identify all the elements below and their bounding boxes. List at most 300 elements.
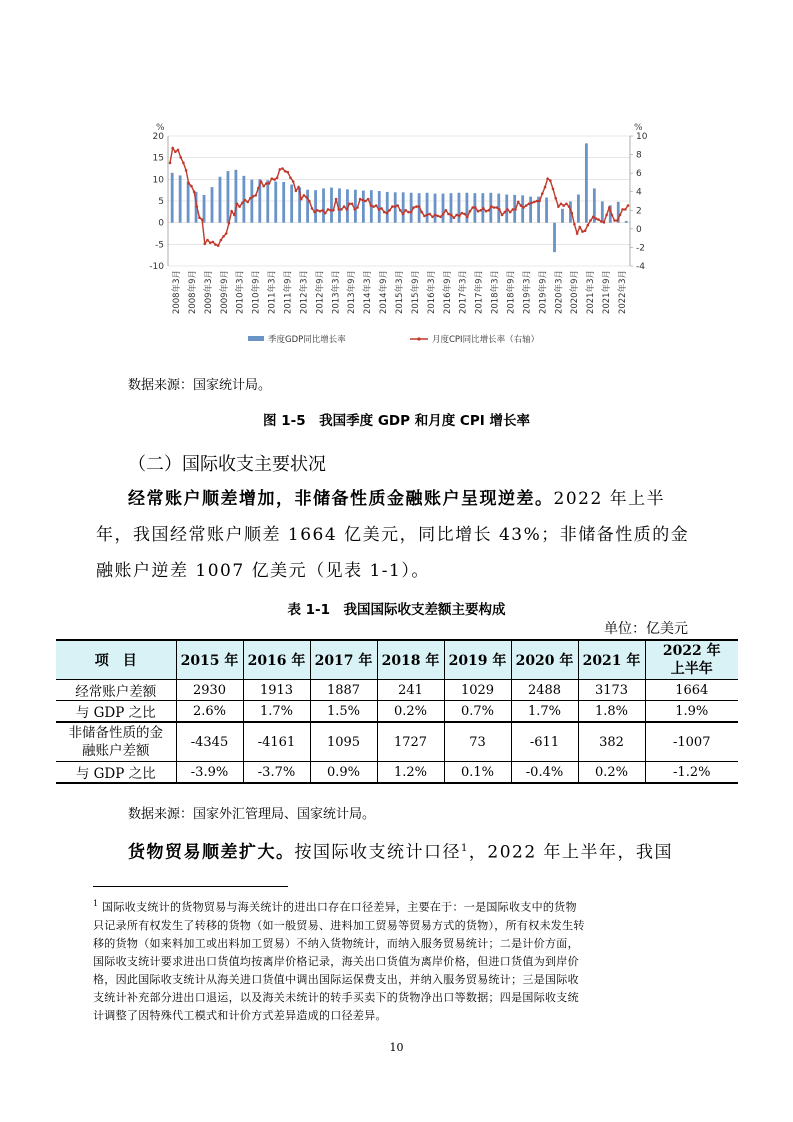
cpi-point	[592, 216, 595, 219]
row-label-line2: 融账户差额	[82, 743, 150, 759]
gdp-bar	[450, 193, 453, 222]
x-tick-label: 2022年3月	[618, 270, 628, 315]
cpi-point	[613, 219, 616, 222]
gdp-bar	[219, 177, 222, 223]
header-2022h1-line2: 上半年	[670, 661, 713, 677]
cpi-point	[214, 243, 217, 246]
table-cell: 1029	[444, 680, 511, 701]
gdp-bar	[274, 182, 277, 223]
paragraph-2-lead: 货物贸易顺差扩大。	[128, 842, 295, 863]
header-2019: 2019 年	[444, 640, 511, 680]
x-tick-label: 2019年9月	[538, 270, 549, 315]
cpi-point	[249, 197, 252, 200]
cpi-point	[233, 214, 236, 217]
table-cell: 1887	[310, 680, 377, 701]
cpi-point	[461, 212, 464, 215]
cpi-point	[477, 210, 480, 213]
footnote-number: 1	[93, 899, 99, 908]
cpi-point	[316, 209, 319, 212]
cpi-point	[230, 210, 233, 213]
gdp-bar	[171, 173, 174, 223]
footnote	[93, 895, 713, 1025]
table-cell: 3173	[578, 680, 645, 701]
table-cell: -0.4%	[511, 762, 578, 784]
cpi-point	[458, 215, 461, 218]
cpi-point	[292, 180, 295, 183]
gdp-bar	[290, 185, 293, 223]
header-2018: 2018 年	[377, 640, 444, 680]
cpi-point	[193, 190, 196, 193]
cpi-point	[554, 197, 557, 200]
table-cell: 1.2%	[377, 762, 444, 784]
cpi-point	[225, 232, 228, 235]
cpi-point	[335, 198, 338, 201]
cpi-point	[241, 202, 244, 205]
cpi-point	[431, 216, 434, 219]
cpi-point	[257, 187, 260, 190]
gdp-bar	[545, 198, 548, 223]
table-cell: 0.7%	[444, 701, 511, 723]
cpi-point	[597, 218, 600, 221]
cpi-point	[565, 203, 568, 206]
gdp-bar	[378, 191, 381, 223]
cpi-point	[514, 208, 517, 211]
table-source: 数据来源：国家外汇管理局、国家统计局。	[128, 807, 376, 822]
cpi-point	[372, 205, 375, 208]
x-tick-label: 2015年9月	[410, 270, 421, 315]
gdp-bar	[402, 192, 405, 222]
table-cell: -1.2%	[645, 762, 738, 784]
cpi-point	[246, 201, 249, 204]
gdp-bar	[282, 182, 285, 223]
cpi-point	[222, 235, 225, 238]
cpi-point	[220, 239, 223, 242]
table-cell: 2488	[511, 680, 578, 701]
cpi-point	[455, 214, 458, 217]
cpi-point	[415, 205, 418, 208]
cpi-point	[487, 209, 490, 212]
x-tick-label: 2010年3月	[235, 270, 246, 315]
right-tick-label: 10	[636, 132, 648, 142]
cpi-point	[469, 210, 472, 213]
x-tick-label: 2021年9月	[602, 270, 613, 315]
cpi-point	[187, 182, 190, 185]
cpi-point	[581, 230, 584, 233]
cpi-point	[504, 211, 507, 214]
cpi-point	[300, 198, 303, 201]
x-tick-label: 2014年3月	[363, 270, 374, 315]
cpi-point	[573, 223, 576, 226]
gdp-bar	[577, 195, 580, 223]
gdp-bar	[529, 197, 532, 223]
cpi-point	[262, 185, 265, 188]
table-cell: 1095	[310, 722, 377, 762]
table-cell: 0.1%	[444, 762, 511, 784]
gdp-bar	[585, 143, 588, 222]
cpi-point	[429, 213, 432, 216]
cpi-point	[305, 196, 308, 199]
footnote-line-2: 只记录所有权发生了转移的货物（如一般贸易、进料加工贸易等贸易方式的货物），所有权未发生转	[93, 918, 585, 932]
cpi-point	[603, 221, 606, 224]
right-tick-label: 6	[636, 169, 642, 180]
cpi-point	[281, 167, 284, 170]
x-tick-label: 2017年9月	[474, 270, 485, 315]
cpi-point	[571, 212, 574, 215]
table-cell: -4161	[243, 722, 310, 762]
gdp-bar	[410, 193, 413, 223]
cpi-point	[533, 201, 536, 204]
gdp-bar	[250, 180, 253, 223]
table-cell: 73	[444, 722, 511, 762]
table-cell: 1.7%	[243, 701, 310, 723]
cpi-point	[426, 214, 429, 217]
cpi-point	[254, 194, 257, 197]
cpi-point	[268, 182, 271, 185]
cpi-point	[346, 208, 349, 211]
cpi-point	[536, 200, 539, 203]
cpi-point	[171, 147, 174, 150]
gdp-bar	[466, 193, 469, 223]
cpi-point	[260, 180, 263, 183]
cpi-point	[204, 242, 207, 245]
cpi-point	[308, 200, 311, 203]
cpi-point	[562, 204, 565, 207]
gdp-bar	[521, 195, 524, 222]
x-tick-label: 2011年9月	[283, 270, 294, 315]
cpi-point	[600, 220, 603, 223]
cpi-point	[616, 219, 619, 222]
cpi-point	[485, 210, 488, 213]
cpi-point	[522, 206, 525, 209]
cpi-point	[273, 178, 276, 181]
table-cell: 2930	[176, 680, 243, 701]
paragraph-1-line-3: 融账户逆差 1007 亿美元（见表 1-1）。	[96, 561, 430, 581]
gdp-bar	[187, 182, 190, 223]
x-tick-label: 2014年9月	[379, 270, 390, 315]
cpi-point	[271, 177, 274, 180]
cpi-point	[552, 188, 555, 191]
cpi-point	[343, 205, 346, 208]
table-cell: 1.9%	[645, 701, 738, 723]
x-tick-label: 2016年3月	[426, 270, 437, 315]
table-cell: -1007	[645, 722, 738, 762]
table-cell: 241	[377, 680, 444, 701]
cpi-point	[611, 214, 614, 217]
paragraph-1-text: 2022 年上半	[553, 489, 666, 509]
row-label: 经常账户差额	[56, 680, 176, 701]
cpi-point	[354, 208, 357, 211]
table-cell: 0.9%	[310, 762, 377, 784]
cpi-point	[287, 171, 290, 174]
cpi-point	[501, 214, 504, 217]
cpi-point	[238, 205, 241, 208]
gdp-bar	[354, 190, 357, 223]
cpi-point	[445, 209, 448, 212]
cpi-point	[311, 207, 314, 210]
cpi-point	[370, 204, 373, 207]
cpi-point	[356, 206, 359, 209]
cpi-point	[295, 190, 298, 193]
cpi-point	[351, 203, 354, 206]
cpi-point	[410, 211, 413, 214]
section-title: （二）国际收支主要状况	[128, 454, 326, 475]
cpi-point	[498, 208, 501, 211]
gdp-bar	[442, 194, 445, 223]
cpi-point	[482, 207, 485, 210]
x-tick-label: 2016年9月	[442, 270, 453, 315]
left-axis-unit: %	[156, 123, 165, 133]
row-label: 与 GDP 之比	[56, 701, 176, 723]
table-cell: 0.2%	[578, 762, 645, 784]
cpi-point	[209, 242, 212, 245]
cpi-line	[170, 148, 628, 246]
cpi-point	[375, 204, 378, 207]
cpi-point	[595, 217, 598, 220]
left-tick-label: 20	[152, 132, 164, 142]
header-item: 项 目	[56, 640, 176, 680]
cpi-point	[479, 209, 482, 212]
cpi-point	[421, 211, 424, 214]
footnote-line-6: 支统计补充部分进出口退运，以及海关未统计的转手买卖下的货物净出口等数据；四是国际收支统	[93, 990, 579, 1004]
cpi-point	[206, 239, 209, 242]
gdp-bar	[322, 188, 325, 222]
x-tick-label: 2009年9月	[219, 270, 230, 315]
cpi-point	[560, 203, 563, 206]
cpi-point	[252, 195, 255, 198]
header-2022h1-line1: 2022 年	[662, 643, 721, 659]
footnote-text-1: 国际收支统计的货物贸易与海关统计的进出口存在口径差异，主要在于：一是国际收支中的货物	[98, 900, 577, 914]
footnote-line-7: 计调整了因特殊代工模式和计价方式差异造成的口径差异。	[93, 1008, 387, 1022]
bop-table	[56, 639, 738, 784]
gdp-bar	[203, 195, 206, 223]
cpi-point	[450, 214, 453, 217]
cpi-point	[378, 208, 381, 211]
table-cell: 1.8%	[578, 701, 645, 723]
cpi-point	[348, 203, 351, 206]
cpi-point	[506, 208, 509, 211]
right-tick-label: -2	[636, 243, 645, 254]
cpi-point	[276, 177, 279, 180]
cpi-point	[196, 205, 199, 208]
cpi-point	[332, 209, 335, 212]
legend-cpi-marker	[417, 337, 420, 340]
table-cell: 2.6%	[176, 701, 243, 723]
legend-gdp-label: 季度GDP同比增长率	[268, 335, 346, 345]
cpi-point	[619, 214, 622, 217]
cpi-point	[579, 226, 582, 229]
cpi-point	[407, 211, 410, 214]
legend-cpi-label: 月度CPI同比增长率（右轴）	[432, 335, 540, 345]
cpi-point	[284, 170, 287, 173]
header-2021: 2021 年	[578, 640, 645, 680]
x-tick-label: 2020年9月	[570, 270, 581, 315]
cpi-point	[608, 206, 611, 209]
x-tick-label: 2012年9月	[315, 270, 326, 315]
table-row	[56, 762, 738, 784]
header-2022h1	[645, 640, 738, 680]
x-tick-label: 2013年3月	[331, 270, 342, 315]
cpi-point	[568, 205, 571, 208]
table-cell: -611	[511, 722, 578, 762]
cpi-point	[463, 213, 466, 216]
right-tick-label: 4	[636, 187, 642, 198]
cpi-point	[297, 186, 300, 189]
cpi-point	[279, 168, 282, 171]
right-tick-label: 8	[636, 150, 642, 161]
table-row	[56, 701, 738, 723]
row-label: 与 GDP 之比	[56, 762, 176, 784]
cpi-point	[396, 204, 399, 207]
paragraph-2	[128, 831, 673, 871]
left-tick-label: 0	[158, 218, 164, 229]
left-tick-label: 10	[152, 175, 164, 186]
cpi-point	[525, 204, 528, 207]
gdp-bar	[211, 187, 214, 223]
cpi-point	[313, 211, 316, 214]
figure-source: 数据来源：国家统计局。	[128, 378, 272, 393]
figure-caption: 图 1-5 我国季度 GDP 和月度 CPI 增长率	[263, 413, 530, 429]
x-tick-label: 2012年3月	[299, 270, 310, 315]
cpi-point	[402, 213, 405, 216]
right-tick-label: 0	[636, 224, 642, 235]
cpi-point	[541, 192, 544, 195]
cpi-point	[587, 224, 590, 227]
gdp-bar	[330, 188, 333, 223]
table-title: 表 1-1 我国国际收支差额主要构成	[287, 602, 506, 618]
cpi-point	[319, 210, 322, 213]
table-cell: 382	[578, 722, 645, 762]
table-cell: 1913	[243, 680, 310, 701]
cpi-point	[584, 229, 587, 232]
cpi-point	[496, 206, 499, 209]
cpi-point	[490, 205, 493, 208]
cpi-point	[509, 211, 512, 214]
cpi-point	[493, 206, 496, 209]
cpi-point	[174, 151, 177, 154]
cpi-point	[327, 208, 330, 211]
table-cell: 1664	[645, 680, 738, 701]
right-tick-label: -4	[636, 262, 645, 272]
cpi-point	[198, 216, 201, 219]
cpi-point	[474, 206, 477, 209]
cpi-point	[388, 209, 391, 212]
cpi-point	[321, 209, 324, 212]
right-axis-unit: %	[634, 123, 643, 133]
cpi-point	[439, 216, 442, 219]
cpi-point	[362, 199, 365, 202]
cpi-point	[185, 169, 188, 172]
table-row	[56, 680, 738, 701]
cpi-point	[177, 149, 180, 152]
cpi-point	[447, 213, 450, 216]
x-tick-label: 2013年9月	[347, 270, 358, 315]
cpi-point	[471, 206, 474, 209]
header-2016: 2016 年	[243, 640, 310, 680]
cpi-point	[442, 213, 445, 216]
left-tick-label: -5	[155, 240, 164, 251]
cpi-point	[434, 214, 437, 217]
gdp-bar	[179, 175, 182, 222]
cpi-point	[627, 204, 630, 207]
cpi-point	[212, 241, 215, 244]
footnote-line-4: 国际收支统计要求进出口货值均按离岸价格记录，海关出口货值为离岸价格，但进口货值为到岸价	[93, 954, 579, 968]
cpi-point	[179, 156, 182, 159]
cpi-point	[324, 212, 327, 215]
cpi-point	[386, 212, 389, 215]
cpi-point	[453, 216, 456, 219]
cpi-point	[423, 215, 426, 218]
cpi-point	[621, 208, 624, 211]
table-cell: -4345	[176, 722, 243, 762]
gdp-bar	[434, 194, 437, 223]
cpi-point	[412, 206, 415, 209]
cpi-point	[576, 232, 579, 235]
cpi-point	[364, 200, 367, 203]
cpi-point	[589, 219, 592, 222]
cpi-point	[549, 179, 552, 182]
gdp-bar	[306, 190, 309, 223]
cpi-point	[329, 209, 332, 212]
gdp-bar	[601, 201, 604, 222]
cpi-point	[217, 244, 220, 247]
header-2017: 2017 年	[310, 640, 377, 680]
footnote-ref[interactable]: 1	[461, 843, 469, 854]
left-tick-label: -10	[149, 262, 164, 272]
gdp-bar	[227, 171, 230, 223]
gdp-bar	[625, 221, 628, 223]
cpi-point	[605, 214, 608, 217]
cpi-point	[538, 200, 541, 203]
cpi-point	[337, 208, 340, 211]
page-number: 10	[389, 1041, 404, 1054]
footnote-divider	[93, 886, 288, 887]
table-cell: 1.5%	[310, 701, 377, 723]
gdp-bar	[553, 223, 556, 252]
footnote-line-3: 移的货物（如来料加工或出料加工贸易）不纳入货物统计，而纳入服务贸易统计；二是计价方面，	[93, 936, 579, 950]
cpi-point	[399, 209, 402, 212]
cpi-point	[394, 205, 397, 208]
row-label-line1: 非储备性质的金	[68, 725, 163, 741]
gdp-bar	[314, 190, 317, 223]
cpi-point	[383, 211, 386, 214]
cpi-point	[557, 205, 560, 208]
x-tick-label: 2019年3月	[522, 270, 533, 315]
cpi-point	[380, 207, 383, 210]
cpi-point	[437, 215, 440, 218]
x-tick-label: 2011年3月	[267, 270, 278, 315]
left-tick-label: 5	[158, 197, 164, 207]
cpi-point	[544, 186, 547, 189]
x-tick-label: 2015年3月	[395, 270, 405, 315]
cpi-point	[289, 177, 292, 180]
gdp-bar	[362, 191, 365, 223]
paragraph-2-text2: ，2022 年上半年，我国	[468, 842, 674, 863]
cpi-point	[528, 203, 531, 206]
table-unit: 单位：亿美元	[604, 621, 688, 637]
right-tick-label: 2	[636, 206, 642, 217]
row-label	[56, 722, 176, 762]
cpi-point	[404, 209, 407, 212]
table-cell: -3.9%	[176, 762, 243, 784]
cpi-point	[265, 182, 268, 185]
legend-gdp-swatch	[248, 336, 264, 341]
footnote-line-1	[93, 895, 713, 917]
gdp-bar	[426, 193, 429, 223]
x-tick-label: 2008年3月	[172, 270, 182, 315]
cpi-point	[169, 162, 172, 165]
cpi-point	[303, 194, 306, 197]
cpi-point	[546, 177, 549, 180]
